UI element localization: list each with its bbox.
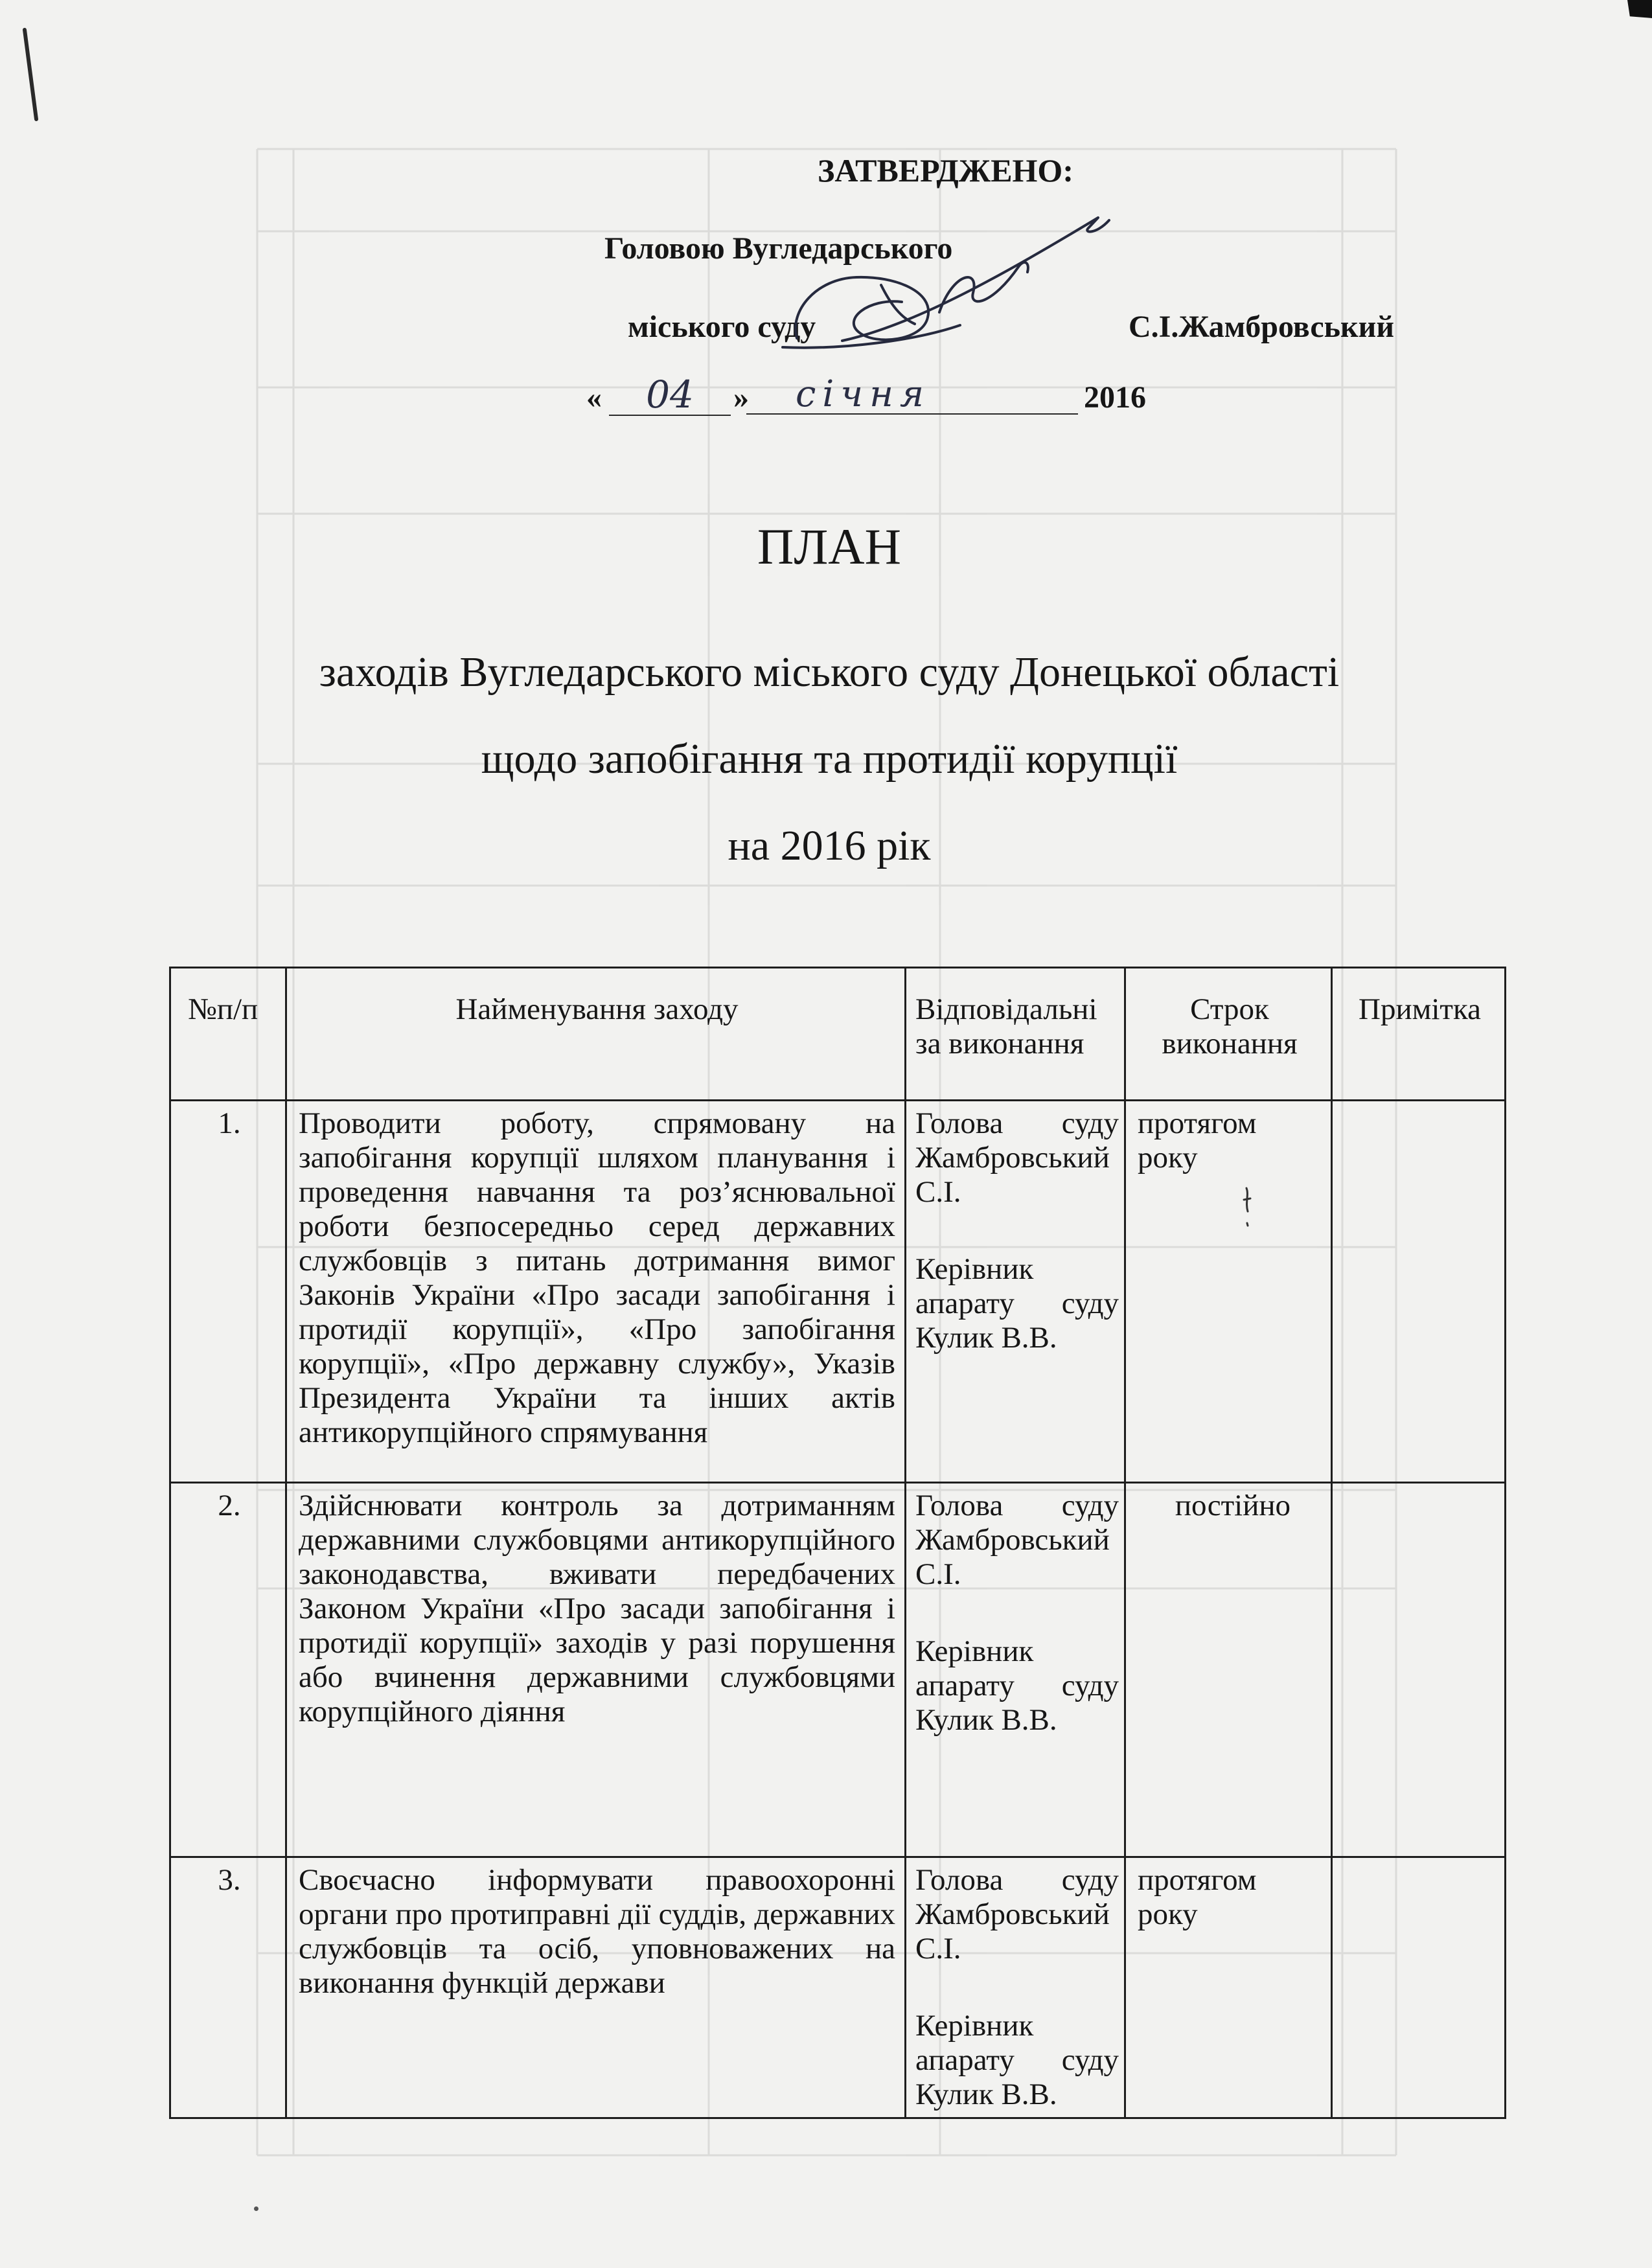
scan-corner-mark — [1627, 0, 1652, 18]
date-month-field — [746, 374, 1078, 415]
approval-line1: Головою Вугледарського — [604, 231, 953, 266]
responsible-head: Голова суду Жамбровський С.І. — [915, 1489, 1119, 1591]
approval-line2: міського суду — [628, 310, 816, 344]
responsible-cell — [906, 1857, 1125, 2118]
table-row — [170, 1857, 1506, 2118]
approval-signatory: С.І.Жамбровський — [1129, 310, 1394, 344]
responsible-staff-head: Керівник апарату суду Кулик В.В. — [915, 2009, 1119, 2111]
responsible-cell — [906, 1483, 1125, 1857]
pen-mark — [1237, 1186, 1257, 1231]
document-subtitle-line1: заходів Вугледарського міського суду Донецької області — [319, 648, 1340, 696]
measure-name: Здійснювати контроль за дотриманням державними службовцями антикорупційного законодавства, вживати передбачених Законом України «Про засади запобігання і протидії корупції» заходів у разі порушення або вчинення державними службовцями корупційного діяння — [286, 1483, 906, 1857]
table-row — [170, 1483, 1506, 1857]
header-responsible: Відповідальні за виконання — [906, 968, 1125, 1101]
term-cell: протягом року — [1125, 1857, 1332, 2118]
note-cell — [1332, 1483, 1506, 1857]
responsible-staff-head: Керівник апарату суду Кулик В.В. — [915, 1634, 1119, 1737]
responsible-head: Голова суду Жамбровський С.І. — [915, 1106, 1119, 1209]
measure-name: Своєчасно інформувати правоохоронні органи про протиправні дії суддів, державних службовців та осіб, уповноважених на виконання функцій держави — [286, 1857, 906, 2118]
row-number: 3. — [170, 1857, 286, 2118]
header-note: Примітка — [1332, 968, 1506, 1101]
date-day-field — [609, 374, 731, 416]
scan-edge-mark — [19, 26, 45, 123]
approval-heading: ЗАТВЕРДЖЕНО: — [818, 152, 1073, 189]
date-open-quote: « — [586, 380, 602, 415]
responsible-staff-head: Керівник апарату суду Кулик В.В. — [915, 1252, 1119, 1355]
date-close-quote: » — [733, 380, 749, 415]
term-cell: протягом року — [1125, 1101, 1332, 1483]
header-term: Строк виконання — [1125, 968, 1332, 1101]
note-cell — [1332, 1857, 1506, 2118]
table-header-row — [170, 968, 1506, 1101]
date-month: січня — [796, 373, 931, 415]
responsible-cell — [906, 1101, 1125, 1483]
header-number: №п/п — [170, 968, 286, 1101]
table-row — [170, 1101, 1506, 1483]
signature-image — [745, 194, 1134, 369]
document-title: ПЛАН — [757, 518, 901, 575]
row-number: 2. — [170, 1483, 286, 1857]
row-number: 1. — [170, 1101, 286, 1483]
document-subtitle-line2: щодо запобігання та протидії корупції — [481, 735, 1178, 783]
note-cell — [1332, 1101, 1506, 1483]
date-year: 2016 — [1084, 380, 1146, 415]
responsible-head: Голова суду Жамбровський С.І. — [915, 1863, 1119, 1965]
date-day: 04 — [646, 372, 694, 417]
header-measure-name: Найменування заходу — [286, 968, 906, 1101]
document-subtitle-line3: на 2016 рік — [728, 822, 931, 869]
scan-dot — [254, 2206, 258, 2211]
term-cell: постійно — [1125, 1483, 1332, 1857]
measure-name: Проводити роботу, спрямовану на запобігання корупції шляхом планування і проведення навчання та роз’яснювальної роботи безпосередньо серед державних службовців з питань дотримання вимог Законів України «Про засади запобігання і протидії корупції», «Про запобігання корупції», «Про державну службу», Указів Президента України та інших актів антикорупційного спрямування — [286, 1101, 906, 1483]
measures-table — [169, 967, 1506, 2119]
